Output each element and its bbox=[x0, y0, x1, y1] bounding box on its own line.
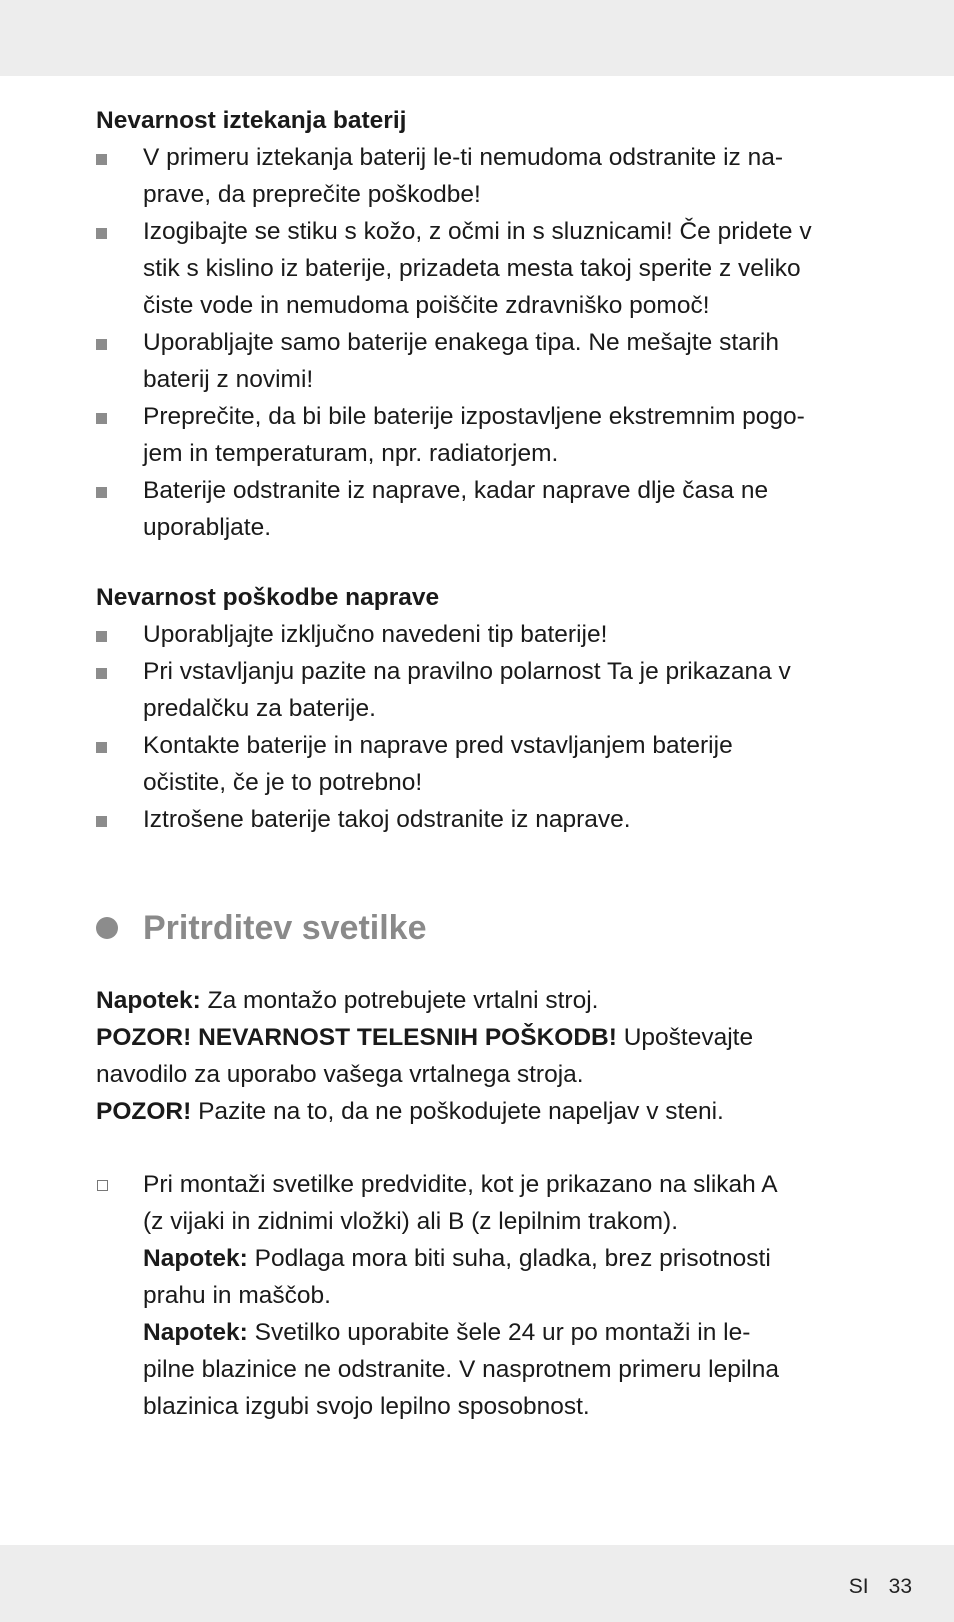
square-bullet-icon bbox=[96, 487, 107, 498]
list-item bbox=[96, 801, 866, 838]
page-number: 33 bbox=[888, 1575, 912, 1598]
square-bullet-icon bbox=[96, 413, 107, 424]
device-damage-list bbox=[96, 616, 866, 838]
battery-leak-list bbox=[96, 139, 866, 546]
warning-paragraph bbox=[96, 1019, 866, 1093]
list-item-text: Izogibajte se stiku s kožo, z očmi in s sluznicami! Če pridete v stik s kislino iz baterije, prizadeta mesta takoj sperite z veliko čiste vode in nemudoma poiščite zdravniško pomoč! bbox=[143, 218, 812, 319]
battery-leak-heading: Nevarnost iztekanja baterij bbox=[96, 107, 407, 134]
step-note bbox=[143, 1240, 866, 1314]
list-item-text: Iztrošene baterije takoj odstranite iz naprave. bbox=[143, 806, 631, 833]
square-bullet-icon bbox=[96, 154, 107, 165]
list-item-text: Kontakte baterije in naprave pred vstavljanjem baterije očistite, če je to potrebno! bbox=[143, 732, 733, 796]
circle-bullet-icon bbox=[96, 917, 118, 939]
step-note-label: Napotek: bbox=[143, 1319, 248, 1346]
language-code: SI bbox=[848, 1575, 869, 1598]
list-item bbox=[96, 653, 866, 727]
square-bullet-icon bbox=[96, 668, 107, 679]
square-bullet-icon bbox=[96, 816, 107, 827]
list-item bbox=[96, 616, 866, 653]
list-item bbox=[96, 324, 866, 398]
mounting-step bbox=[96, 1166, 866, 1425]
section-title bbox=[96, 906, 866, 950]
square-bullet-icon bbox=[96, 742, 107, 753]
square-bullet-icon bbox=[96, 228, 107, 239]
list-item bbox=[96, 213, 866, 324]
list-item-text: Preprečite, da bi bile baterije izpostavljene ekstremnim pogo- jem in temperaturam, npr. radiatorjem. bbox=[143, 403, 805, 467]
note-label: Napotek: bbox=[96, 987, 201, 1014]
step-note-text: Podlaga mora biti suha, gladka, brez prisotnosti prahu in maščob. bbox=[143, 1245, 771, 1309]
step-note-label: Napotek: bbox=[143, 1245, 248, 1272]
list-item-text: Baterije odstranite iz naprave, kadar naprave dlje časa ne uporabljate. bbox=[143, 477, 769, 541]
warning-label: POZOR! NEVARNOST TELESNIH POŠKODB! bbox=[96, 1024, 617, 1051]
note-text: Za montažo potrebujete vrtalni stroj. bbox=[200, 987, 599, 1014]
list-item bbox=[96, 139, 866, 213]
caution-paragraph bbox=[96, 1093, 866, 1130]
caution-text: Pazite na to, da ne poškodujete napeljav v steni. bbox=[191, 1098, 724, 1125]
warning-text: Upoštevajte navodilo za uporabo vašega vrtalnega stroja. bbox=[96, 1024, 754, 1088]
header-band bbox=[0, 0, 954, 76]
list-item bbox=[96, 398, 866, 472]
list-item-text: Uporabljajte samo baterije enakega tipa. Ne mešajte starih baterij z novimi! bbox=[143, 329, 779, 393]
list-item bbox=[96, 727, 866, 801]
step-note bbox=[143, 1314, 866, 1425]
checkbox-icon bbox=[97, 1180, 108, 1191]
device-damage-heading: Nevarnost poškodbe naprave bbox=[96, 584, 440, 611]
note-paragraph bbox=[96, 982, 866, 1019]
square-bullet-icon bbox=[96, 631, 107, 642]
caution-label: POZOR! bbox=[96, 1098, 192, 1125]
page-content bbox=[96, 102, 866, 1425]
step-text: Pri montaži svetilke predvidite, kot je prikazano na slikah A (z vijaki in zidnimi vložki) ali B (z lepilnim trakom). bbox=[143, 1171, 778, 1235]
page-footer bbox=[849, 1575, 912, 1599]
square-bullet-icon bbox=[96, 339, 107, 350]
list-item-text: V primeru iztekanja baterij le-ti nemudoma odstranite iz na- prave, da preprečite poškodbe! bbox=[143, 144, 784, 208]
list-item-text: Pri vstavljanju pazite na pravilno polarnost Ta je prikazana v predalčku za baterije. bbox=[143, 658, 791, 722]
list-item-text: Uporabljajte izključno navedeni tip baterije! bbox=[143, 621, 608, 648]
list-item bbox=[96, 472, 866, 546]
footer-band bbox=[0, 1545, 954, 1622]
section-title-text: Pritrditev svetilke bbox=[143, 909, 427, 947]
step-note-text: Svetilko uporabite šele 24 ur po montaži in le- pilne blazinice ne odstranite. V nasprotnem primeru lepilna blazinica izgubi svojo lepilno sposobnost. bbox=[143, 1319, 779, 1420]
